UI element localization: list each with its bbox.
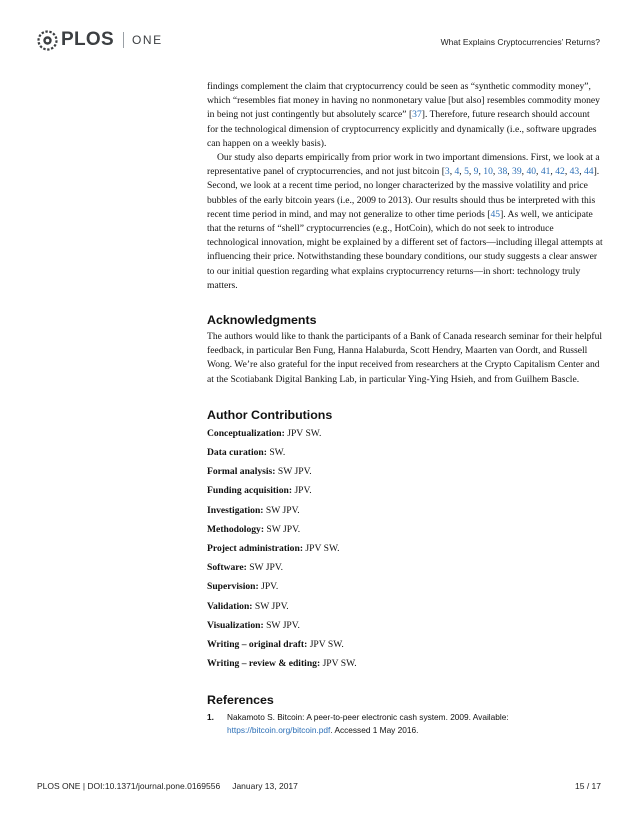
page-header xyxy=(0,0,638,62)
footer-citation: PLOS ONE | DOI:10.1371/journal.pone.0169556 xyxy=(37,781,221,791)
contribution-row xyxy=(207,657,603,676)
contribution-role: Conceptualization: xyxy=(207,427,285,439)
references-heading: References xyxy=(207,693,274,708)
citation-link[interactable]: 43 xyxy=(569,166,580,178)
contribution-row xyxy=(207,542,603,561)
contribution-authors: SW JPV. xyxy=(263,619,300,631)
contribution-authors: JPV SW. xyxy=(284,427,322,439)
contribution-role: Writing – review & editing: xyxy=(207,658,321,670)
contribution-row xyxy=(207,600,603,619)
contribution-role: Project administration: xyxy=(207,542,304,554)
reference-number: 1. xyxy=(207,712,214,723)
contribution-row xyxy=(207,561,603,580)
reference-item xyxy=(207,711,603,736)
citation-link[interactable]: 45 xyxy=(490,208,501,220)
citation-link[interactable]: 5 xyxy=(464,166,469,178)
logo-one-text: ONE xyxy=(131,33,163,47)
author-contributions-list xyxy=(207,427,603,676)
footer-date: January 13, 2017 xyxy=(232,781,298,791)
contribution-authors: SW JPV. xyxy=(275,466,312,478)
citation-link[interactable]: 10 xyxy=(483,166,493,178)
contribution-row xyxy=(207,427,603,446)
page-number: 15 / 17 xyxy=(575,781,601,791)
contribution-role: Investigation: xyxy=(207,504,264,516)
contribution-role: Supervision: xyxy=(207,581,259,593)
contribution-role: Methodology: xyxy=(207,523,265,535)
citation-link[interactable]: 9 xyxy=(473,166,479,178)
contribution-authors: JPV. xyxy=(258,581,279,593)
citation-link[interactable]: 40 xyxy=(526,166,537,178)
contribution-role: Software: xyxy=(207,562,247,574)
contribution-authors: SW JPV. xyxy=(264,523,301,535)
citation-link[interactable]: 39 xyxy=(512,166,522,178)
contribution-authors: JPV SW. xyxy=(307,638,344,650)
contribution-authors: SW JPV. xyxy=(263,504,300,516)
contribution-authors: JPV SW. xyxy=(320,658,357,670)
contribution-authors: SW JPV. xyxy=(252,600,289,612)
citation-link[interactable]: 44 xyxy=(584,166,594,178)
intro-paragraph-2: Our study also departs empirically from prior work in two important dimensions. First, we look at a representative panel of cryptocurrencies, and not just bitcoin [3, 4, 5, 9, 10, 38, 39, 40, 41, 42, 43, 44]. Second, we look at a recent time period, no longer characterized by the massive volatility and price bubbles of the early bitcoin years (i.e., 2009 to 2013). Our results should thus be interpreted with this recent time period in mind, and may not generalize to other time periods [45]. As well, we anticipate that the returns of “shell” cryptocurrencies (e.g., HotCoin), which do not seek to introduce technological innovation, might be explained by a different set of factors—including illegal attempts at influencing their price. Notwithstanding these boundary conditions, our study suggests a clear answer to our initial question regarding what explains cryptocurrency returns—in short: technology truly matters. xyxy=(207,152,603,291)
contribution-authors: JPV. xyxy=(292,485,312,497)
contribution-row xyxy=(207,465,603,484)
contribution-authors: SW. xyxy=(266,447,286,459)
acknowledgments-heading: Acknowledgments xyxy=(207,313,317,328)
citation-link[interactable]: 37 xyxy=(412,109,422,121)
contribution-authors: SW JPV. xyxy=(246,562,283,574)
contribution-role: Funding acquisition: xyxy=(207,485,293,497)
logo-divider xyxy=(123,32,124,48)
contribution-row xyxy=(207,580,603,599)
contribution-authors: JPV SW. xyxy=(303,542,340,554)
reference-text: Nakamoto S. Bitcoin: A peer-to-peer electronic cash system. 2009. Available: https://bitcoin.org/bitcoin.pdf. Accessed 1 May 2016. xyxy=(227,712,509,735)
plos-logo-icon xyxy=(37,30,58,51)
intro-paragraph-1: findings complement the claim that cryptocurrency could be seen as “synthetic commodity money”, which “resembles fiat money in having no nonmonetary value [but also] resembles commodity money in being not just contingently but absolutely scarce” [37]. Therefore, future research should account for the technological dimension of cryptocurrency explicitly and dynamically (i.e., software upgrades can happen on a weekly basis). xyxy=(207,81,600,149)
citation-link[interactable]: 38 xyxy=(497,166,508,178)
citation-link[interactable]: 42 xyxy=(555,166,565,178)
contribution-row xyxy=(207,523,603,542)
reference-url-link[interactable]: https://bitcoin.org/bitcoin.pdf xyxy=(227,724,331,735)
contribution-row xyxy=(207,638,603,657)
contribution-role: Visualization: xyxy=(207,619,264,631)
plos-one-logo[interactable] xyxy=(37,28,163,52)
logo-plos-text: PLOS xyxy=(61,29,114,50)
contribution-role: Writing – original draft: xyxy=(207,638,308,650)
contribution-row xyxy=(207,446,603,465)
acknowledgments-text: The authors would like to thank the participants of a Bank of Canada research seminar for their helpful feedback, in particular Ben Fung, Hanna Halaburda, Scott Hendry, Maarten van Oordt, and Russell Wong. We’re also grateful for the input received from researchers at the Crypto Capitalism Center and at the Scotiabank Digital Banking Lab, in particular Ying-Ying Hsieh, and from Guilhem Bascle. xyxy=(207,331,603,385)
contribution-role: Formal analysis: xyxy=(207,466,276,478)
author-contributions-heading: Author Contributions xyxy=(207,407,333,422)
contribution-row xyxy=(207,619,603,638)
running-title: What Explains Cryptocurrencies’ Returns? xyxy=(440,37,600,47)
citation-link[interactable]: 3 xyxy=(444,166,450,178)
references-list xyxy=(207,711,603,736)
contribution-row xyxy=(207,484,603,503)
article-body xyxy=(207,80,603,736)
citation-link[interactable]: 41 xyxy=(540,166,551,178)
contribution-role: Data curation: xyxy=(207,447,267,459)
contribution-role: Validation: xyxy=(207,600,253,612)
contribution-row xyxy=(207,504,603,523)
citation-link[interactable]: 4 xyxy=(454,166,460,178)
